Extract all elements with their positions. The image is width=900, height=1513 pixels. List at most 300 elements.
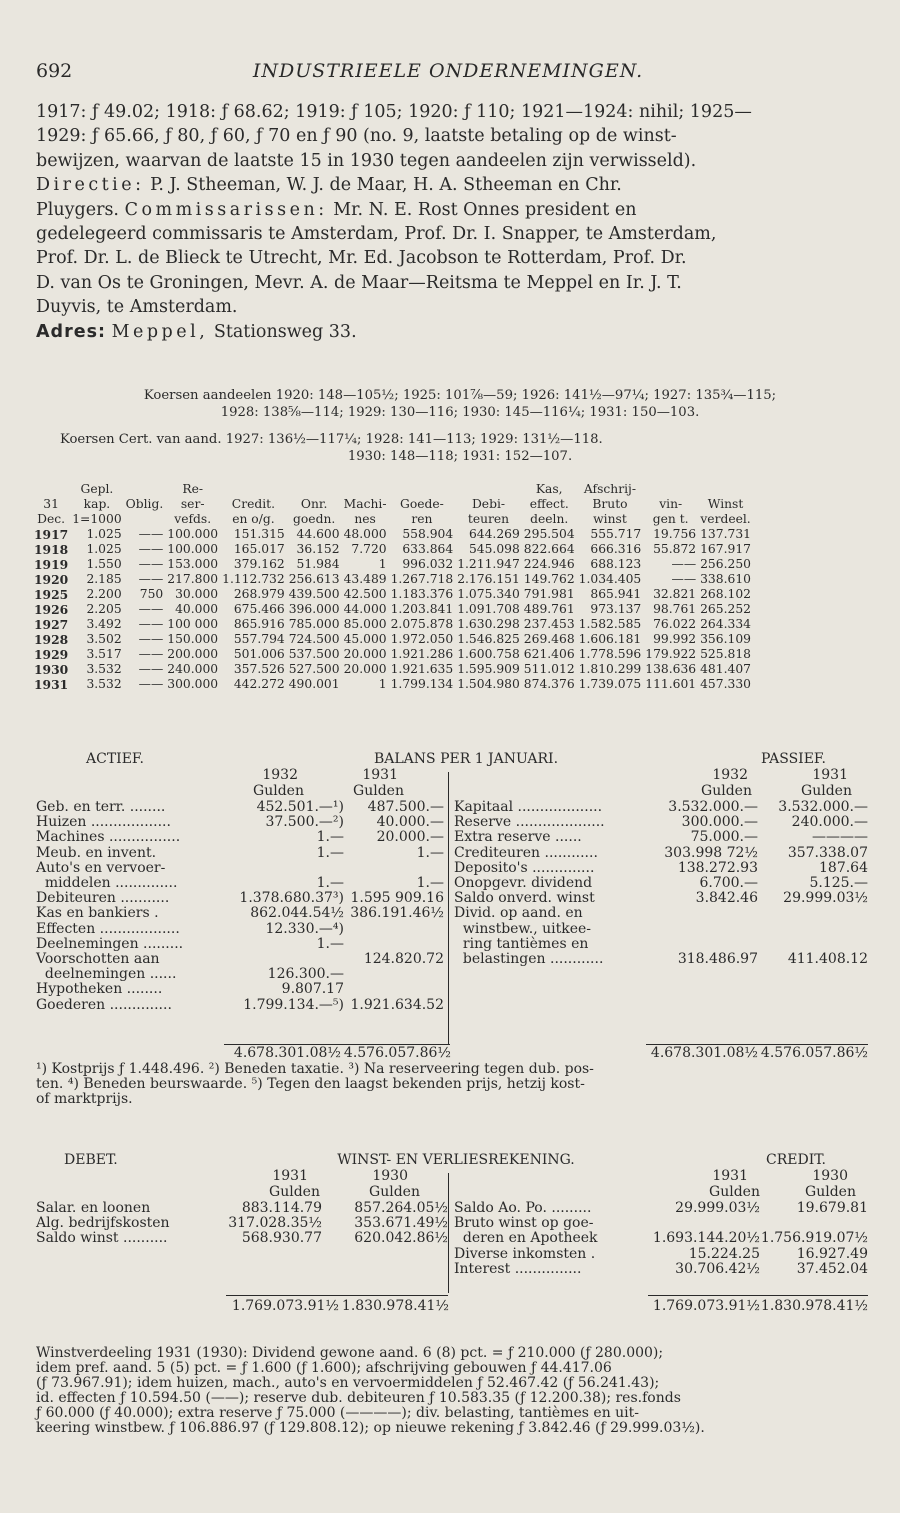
page-number: 692 [36, 60, 73, 82]
value-cell: 996.032 [402, 557, 454, 571]
account-value-previous: 386.191.46½ [350, 905, 444, 922]
account-value-current: 29.999.03½ [675, 1200, 760, 1216]
directie-text: P. J. Stheeman, W. J. de Maar, H. A. Stheeman en Chr. [144, 175, 622, 196]
account-line [36, 1230, 448, 1247]
account-value-previous: 353.671.49½ [354, 1215, 448, 1232]
account-value-current: 126.300.— [267, 966, 344, 983]
value-cell: 357.526 [233, 662, 285, 676]
value-cell: 19.756 [653, 527, 697, 541]
value-cell: —— [138, 602, 164, 616]
account-label: winstbew., uitkee- [454, 920, 592, 937]
account-line [454, 1216, 868, 1231]
credit-title: CREDIT. [766, 1152, 826, 1168]
header-cell [698, 482, 753, 497]
year-heading: 1931 [272, 1168, 308, 1184]
value-cell: 3.532 [86, 662, 122, 676]
year-heading: 1931 [712, 1168, 748, 1184]
value-cell: —— [138, 527, 164, 541]
value-cell: 338.610 [700, 572, 751, 586]
account-line [36, 1215, 448, 1232]
value-cell: 269.468 [523, 632, 575, 646]
header-cell: Re- [182, 482, 204, 496]
year-heading: 1930 [372, 1168, 408, 1184]
account-value-previous: 487.500.— [367, 799, 444, 815]
wv-title: WINST- EN VERLIESREKENING. [337, 1152, 575, 1168]
account-value-current: 883.114.79 [241, 1200, 322, 1216]
company-text [36, 100, 868, 344]
koersen-aandeelen [60, 388, 860, 421]
value-cell: 1.025 [86, 542, 122, 556]
value-cell: 7.720 [351, 542, 387, 556]
table-header-row [32, 497, 753, 512]
value-cell: 1.630.298 [457, 617, 520, 631]
body-line: Pluygers. [36, 199, 125, 220]
header-cell: Winst [707, 497, 744, 511]
value-cell: 51.984 [296, 557, 340, 571]
value-cell: 481.407 [700, 662, 751, 676]
value-cell: 2.075.878 [390, 617, 454, 631]
value-cell: 1.799.134 [390, 677, 454, 691]
account-label: deren en Apotheek [454, 1230, 598, 1247]
adres-line [36, 320, 868, 344]
account-line [454, 891, 868, 906]
account-value-current: 6.700.— [699, 875, 758, 891]
header-cell: kap. [83, 497, 111, 511]
value-cell: 621.406 [523, 647, 575, 661]
year-cell: 1931 [34, 677, 69, 692]
value-cell: 3.492 [86, 617, 122, 631]
account-line [36, 799, 444, 815]
running-title: INDUSTRIEELE ONDERNEMINGEN. [252, 60, 644, 82]
debet-title: DEBET. [64, 1152, 118, 1168]
header-cell: deeln. [530, 512, 569, 526]
header-cell: gen t. [652, 512, 689, 526]
value-cell: 1.921.635 [390, 662, 454, 676]
table-row [32, 662, 753, 677]
account-line [454, 952, 868, 967]
total-debet-1930: 1.830.978.41½ [341, 1298, 449, 1314]
header-cell: goedn. [293, 512, 336, 526]
table-row [32, 557, 753, 572]
year-cell: 1928 [34, 632, 69, 647]
commissarissen-label: Commissarissen: [124, 199, 328, 220]
column-divider [448, 772, 449, 1044]
value-cell: 785.000 [288, 617, 340, 631]
account-value-previous: 3.532.000.— [778, 799, 868, 815]
note-line: of marktprijs. [36, 1091, 133, 1108]
value-cell: 1.582.585 [578, 617, 642, 631]
account-label: Saldo Ao. Po. ......... [454, 1200, 592, 1216]
winstverdeeling [36, 1346, 868, 1436]
financial-history-table [32, 482, 753, 692]
value-cell: 1.972.050 [390, 632, 454, 646]
value-cell: 100.000 [167, 527, 219, 541]
total-credit-1931: 1.769.073.91½ [652, 1298, 760, 1314]
account-value-previous: 16.927.49 [796, 1245, 868, 1262]
currency-heading: Gulden [701, 783, 752, 799]
header-cell: en o/g. [232, 512, 275, 526]
page-header [36, 60, 860, 90]
header-cell: effect. [529, 497, 569, 511]
header-cell: Kas, [535, 482, 563, 496]
account-line [454, 906, 868, 921]
value-cell: 55.872 [653, 542, 697, 556]
value-cell: —— [138, 617, 164, 631]
value-cell: 633.864 [402, 542, 454, 556]
value-cell: 555.717 [590, 527, 642, 541]
winstverdeeling-line: id. effecten ƒ 10.594.50 (——); reserve dub. debiteuren ƒ 10.583.35 (ƒ 12.200.38); res.fonds [36, 1390, 681, 1406]
header-cell: 1=1000 [72, 512, 122, 526]
account-label: middelen .............. [36, 875, 178, 891]
directie-line [36, 173, 868, 197]
value-cell: 264.334 [700, 617, 751, 631]
account-value-previous: 124.820.72 [363, 951, 444, 967]
year-cell: 1930 [34, 662, 69, 677]
value-cell: 822.664 [523, 542, 575, 556]
value-cell: 457.330 [700, 677, 751, 691]
value-cell: 1.075.340 [457, 587, 520, 601]
account-label: Diverse inkomsten . [454, 1245, 596, 1262]
account-label: Alg. bedrijfskosten [36, 1215, 170, 1232]
account-line [36, 890, 444, 907]
year-cell: 1926 [34, 602, 69, 617]
account-label: Deposito's .............. [454, 859, 595, 876]
header-cell [220, 482, 287, 497]
account-line [36, 829, 444, 846]
currency-heading: Gulden [253, 783, 304, 799]
value-cell: 537.500 [288, 647, 340, 661]
value-cell: 1.606.181 [578, 632, 642, 646]
header-cell: Debi- [471, 497, 506, 511]
body-line: gedelegeerd commissaris te Amsterdam, Prof. Dr. I. Snapper, te Amsterdam, [36, 224, 717, 245]
account-line [454, 937, 868, 952]
value-cell: 675.466 [233, 602, 285, 616]
commissarissen-line [36, 198, 868, 222]
value-cell: 501.006 [233, 647, 285, 661]
value-cell: 1.546.825 [457, 632, 520, 646]
value-cell: —— [671, 557, 697, 571]
value-cell: 295.504 [523, 527, 575, 541]
value-cell: 396.000 [288, 602, 340, 616]
account-value-previous: 620.042.86½ [354, 1230, 448, 1247]
header-cell: ren [411, 512, 433, 526]
account-line [454, 846, 868, 861]
adres-label: Adres: [36, 321, 106, 342]
commissarissen-text: Mr. N. E. Rost Onnes president en [327, 199, 637, 220]
value-cell: 1.550 [86, 557, 122, 571]
value-cell: 1.600.758 [457, 647, 520, 661]
value-cell: 1.504.980 [457, 677, 520, 691]
account-label: ring tantièmes en [454, 935, 589, 952]
account-line [454, 1201, 868, 1216]
account-value-current: 1.799.134.—⁵) [243, 996, 344, 1013]
account-line [454, 876, 868, 891]
year-heading: 1932 [712, 767, 748, 783]
account-value-previous: 5.125.— [809, 875, 868, 891]
account-label: Onopgevr. dividend [454, 875, 593, 891]
account-line [36, 937, 441, 952]
header-cell [389, 482, 456, 497]
account-line [454, 1231, 868, 1246]
account-label: deelnemingen ...... [36, 966, 177, 983]
value-cell: 724.500 [288, 632, 340, 646]
value-cell: 44.600 [296, 527, 340, 541]
year-heading: 1932 [262, 767, 298, 783]
year-cell: 1917 [34, 527, 69, 542]
profit-loss-account [36, 1153, 868, 1333]
account-line [454, 922, 868, 937]
year-cell: 1925 [34, 587, 69, 602]
year-cell: 1927 [34, 617, 69, 632]
koers-line: Koersen aandeelen 1920: 148—105½; 1925: 101⅞—59; 1926: 141½—97¼; 1927: 135¾—115; [143, 388, 777, 403]
account-value-current: 1.— [316, 935, 344, 952]
value-cell: —— [138, 557, 164, 571]
value-cell: 100 000 [167, 617, 219, 631]
header-cell [124, 482, 166, 497]
value-cell: 791.981 [523, 587, 575, 601]
account-value-current: 3.532.000.— [668, 799, 758, 815]
total-actief-1932: 4.678.301.08½ [233, 1045, 341, 1061]
value-cell: 3.502 [86, 632, 122, 646]
account-label: Huizen .................. [36, 814, 171, 831]
value-cell: 179.922 [645, 647, 697, 661]
total-credit-1930: 1.830.978.41½ [760, 1298, 868, 1314]
value-cell: 200.000 [167, 647, 219, 661]
table-row [32, 647, 753, 662]
value-cell: 1.595.909 [457, 662, 520, 676]
value-cell: 265.252 [700, 602, 751, 616]
table-row [32, 617, 753, 632]
value-cell: 1.112.732 [222, 572, 285, 586]
total-rule [648, 1295, 868, 1296]
currency-heading: Gulden [269, 1184, 320, 1200]
value-cell: 1 [378, 557, 387, 571]
value-cell: 44.000 [343, 602, 387, 616]
year-cell: 1918 [34, 542, 69, 557]
value-cell: 545.098 [468, 542, 520, 556]
value-cell: 36.152 [296, 542, 340, 556]
value-cell: 644.269 [468, 527, 520, 541]
value-cell: 1.091.708 [457, 602, 520, 616]
value-cell: 20.000 [343, 647, 387, 661]
header-cell: Afschrij- [583, 482, 637, 496]
header-cell [32, 482, 70, 497]
value-cell: 511.012 [523, 662, 575, 676]
value-cell: 300.000 [167, 677, 219, 691]
passief-title: PASSIEF. [761, 751, 826, 767]
account-label: Voorschotten aan [36, 951, 160, 967]
value-cell: 30.000 [175, 587, 219, 601]
account-line [36, 814, 444, 831]
value-cell: 865.941 [590, 587, 642, 601]
body-line: bewijzen, waarvan de laatste 15 in 1930 tegen aandeelen zijn verwisseld). [36, 150, 697, 171]
account-value-previous: 37.452.04 [796, 1260, 868, 1277]
total-rule [226, 1295, 448, 1296]
account-label: Kapitaal ................... [454, 799, 603, 815]
value-cell: 1.203.841 [390, 602, 454, 616]
value-cell: 149.762 [523, 572, 575, 586]
value-cell: 1 [378, 677, 387, 691]
account-value-current: 568.930.77 [241, 1230, 322, 1247]
account-value-previous: 187.64 [819, 859, 868, 876]
directie-label: Directie: [36, 175, 145, 196]
account-label: Meub. en invent. [36, 844, 157, 861]
table-header-row [32, 482, 753, 497]
total-actief-1931: 4.576.057.86½ [343, 1045, 451, 1061]
koersen-cert [60, 432, 860, 465]
header-cell: Machi- [343, 497, 387, 511]
account-line [454, 830, 868, 845]
column-divider [448, 1173, 449, 1293]
account-value-previous: 857.264.05½ [354, 1200, 448, 1216]
value-cell: 558.904 [402, 527, 454, 541]
value-cell: 45.000 [343, 632, 387, 646]
value-cell: 973.137 [590, 602, 642, 616]
winstverdeeling-line: Winstverdeeling 1931 (1930): Dividend gewone aand. 6 (8) pct. = ƒ 210.000 (ƒ 280.000); [36, 1345, 664, 1361]
account-label: Kas en bankiers . [36, 905, 159, 922]
account-label: Saldo onverd. winst [454, 890, 595, 907]
account-value-current: 452.501.—¹) [256, 799, 344, 815]
account-line [36, 922, 441, 937]
value-cell: 138.636 [645, 662, 697, 676]
account-value-current: 1.— [316, 844, 344, 861]
header-cell: nes [354, 512, 376, 526]
value-cell: 874.376 [523, 677, 575, 691]
account-line [36, 967, 441, 982]
value-cell: —— [138, 647, 164, 661]
account-value-previous: 1.595 909.16 [350, 890, 444, 907]
winstverdeeling-line: keering winstbew. ƒ 106.886.97 (ƒ 129.808.12); op nieuwe rekening ƒ 3.842.46 (ƒ 29.999.03½). [36, 1420, 705, 1436]
account-line [36, 905, 444, 922]
value-cell: 42.500 [343, 587, 387, 601]
table-row [32, 632, 753, 647]
table-row [32, 527, 753, 542]
account-line [454, 1262, 868, 1277]
account-label: Crediteuren ............ [454, 844, 598, 861]
value-cell: 439.500 [288, 587, 340, 601]
account-label: Debiteuren ........... [36, 890, 170, 907]
value-cell: 167.917 [700, 542, 751, 556]
account-value-current: 37.500.—²) [265, 814, 344, 831]
account-value-current: 1.378.680.37³) [239, 890, 344, 907]
value-cell: 268.979 [233, 587, 285, 601]
total-passief-1932: 4.678.301.08½ [650, 1045, 758, 1061]
header-cell: Goede- [400, 497, 444, 511]
account-label: Bruto winst op goe- [454, 1215, 594, 1232]
account-label: Goederen .............. [36, 996, 172, 1013]
header-cell: Gepl. [80, 482, 114, 496]
value-cell: 3.532 [86, 677, 122, 691]
account-value-previous: 40.000.— [376, 814, 444, 831]
header-cell: ser- [180, 497, 205, 511]
adres-city: Meppel, [111, 321, 209, 342]
table-row [32, 602, 753, 617]
account-value-current: 1.— [316, 829, 344, 846]
table-row [32, 542, 753, 557]
header-cell: verdeel. [700, 512, 751, 526]
header-cell: 31 [43, 497, 59, 511]
account-value-previous: 357.338.07 [787, 844, 868, 861]
year-heading: 1931 [812, 767, 848, 783]
balance-sheet [36, 751, 868, 1108]
account-label: Machines ................ [36, 829, 181, 846]
account-label: Effecten .................. [36, 920, 180, 937]
account-label: belastingen ............ [454, 951, 604, 967]
currency-heading: Gulden [805, 1184, 856, 1200]
value-cell: —— [138, 542, 164, 556]
year-cell: 1920 [34, 572, 69, 587]
account-value-current: 1.693.144.20½ [652, 1230, 760, 1247]
value-cell: 1.810.299 [578, 662, 642, 676]
winstverdeeling-line: ƒ 60.000 (ƒ 40.000); extra reserve ƒ 75.000 (————); div. belasting, tantièmes en uit- [36, 1405, 640, 1421]
header-cell: Credit. [231, 497, 276, 511]
account-value-current: 30.706.42½ [675, 1260, 760, 1277]
account-label: Reserve .................... [454, 814, 605, 831]
value-cell: 356.109 [700, 632, 751, 646]
account-value-previous: 1.756.919.07½ [760, 1230, 868, 1247]
currency-heading: Gulden [801, 783, 852, 799]
value-cell: 1.211.947 [457, 557, 520, 571]
account-label: Auto's en vervoer- [36, 859, 166, 876]
account-value-current: 15.224.25 [688, 1245, 760, 1262]
account-value-current: 862.044.54½ [250, 905, 344, 922]
account-value-previous: 20.000.— [376, 829, 444, 846]
header-cell: Dec. [37, 512, 66, 526]
header-cell: teuren [467, 512, 510, 526]
body-line: D. van Os te Groningen, Mevr. A. de Maar—Reitsma te Meppel en Ir. J. T. [36, 272, 682, 293]
value-cell: 527.500 [288, 662, 340, 676]
account-value-previous: 1.— [416, 844, 444, 861]
value-cell: 99.992 [653, 632, 697, 646]
note-line: ¹) Kostprijs ƒ 1.448.496. ²) Beneden taxatie. ³) Na reserveering tegen dub. pos- [36, 1061, 594, 1077]
value-cell: 256.250 [700, 557, 751, 571]
header-cell: vin- [659, 497, 683, 511]
value-cell: 150.000 [167, 632, 219, 646]
value-cell: 240.000 [167, 662, 219, 676]
currency-heading: Gulden [353, 783, 404, 799]
value-cell: 268.102 [700, 587, 751, 601]
table-row [32, 587, 753, 602]
body-line: 1917: ƒ 49.02; 1918: ƒ 68.62; 1919: ƒ 105; 1920: ƒ 110; 1921—1924: nihil; 1925— [36, 102, 752, 122]
value-cell: 85.000 [343, 617, 387, 631]
value-cell: 489.761 [523, 602, 575, 616]
value-cell: 100.000 [167, 542, 219, 556]
year-cell: 1929 [34, 647, 69, 662]
account-line [36, 982, 441, 997]
account-line [454, 1247, 868, 1262]
table-header-row [32, 512, 753, 527]
value-cell: 153.000 [167, 557, 219, 571]
year-heading: 1931 [362, 767, 398, 783]
adres-street: Stationsweg 33. [208, 321, 357, 342]
header-cell [342, 482, 389, 497]
koers-line: Koersen Cert. van aand. 1927: 136½—117¼; 1928: 141—113; 1929: 131½—118. [60, 432, 603, 447]
account-value-current: 317.028.35½ [228, 1215, 322, 1232]
value-cell: 137.731 [700, 527, 751, 541]
total-passief-1931: 4.576.057.86½ [760, 1045, 868, 1061]
value-cell: —— [138, 662, 164, 676]
account-value-current: 138.272.93 [677, 859, 758, 876]
value-cell: 20.000 [343, 662, 387, 676]
value-cell: —— [138, 572, 164, 586]
value-cell: 237.453 [523, 617, 575, 631]
header-cell: Onr. [300, 497, 328, 511]
body-line: Prof. Dr. L. de Blieck te Utrecht, Mr. Ed. Jacobson te Rotterdam, Prof. Dr. [36, 248, 687, 269]
value-cell: 2.200 [86, 587, 122, 601]
actief-title: ACTIEF. [86, 751, 144, 767]
account-label: Salar. en loonen [36, 1200, 151, 1216]
value-cell: 151.315 [233, 527, 285, 541]
